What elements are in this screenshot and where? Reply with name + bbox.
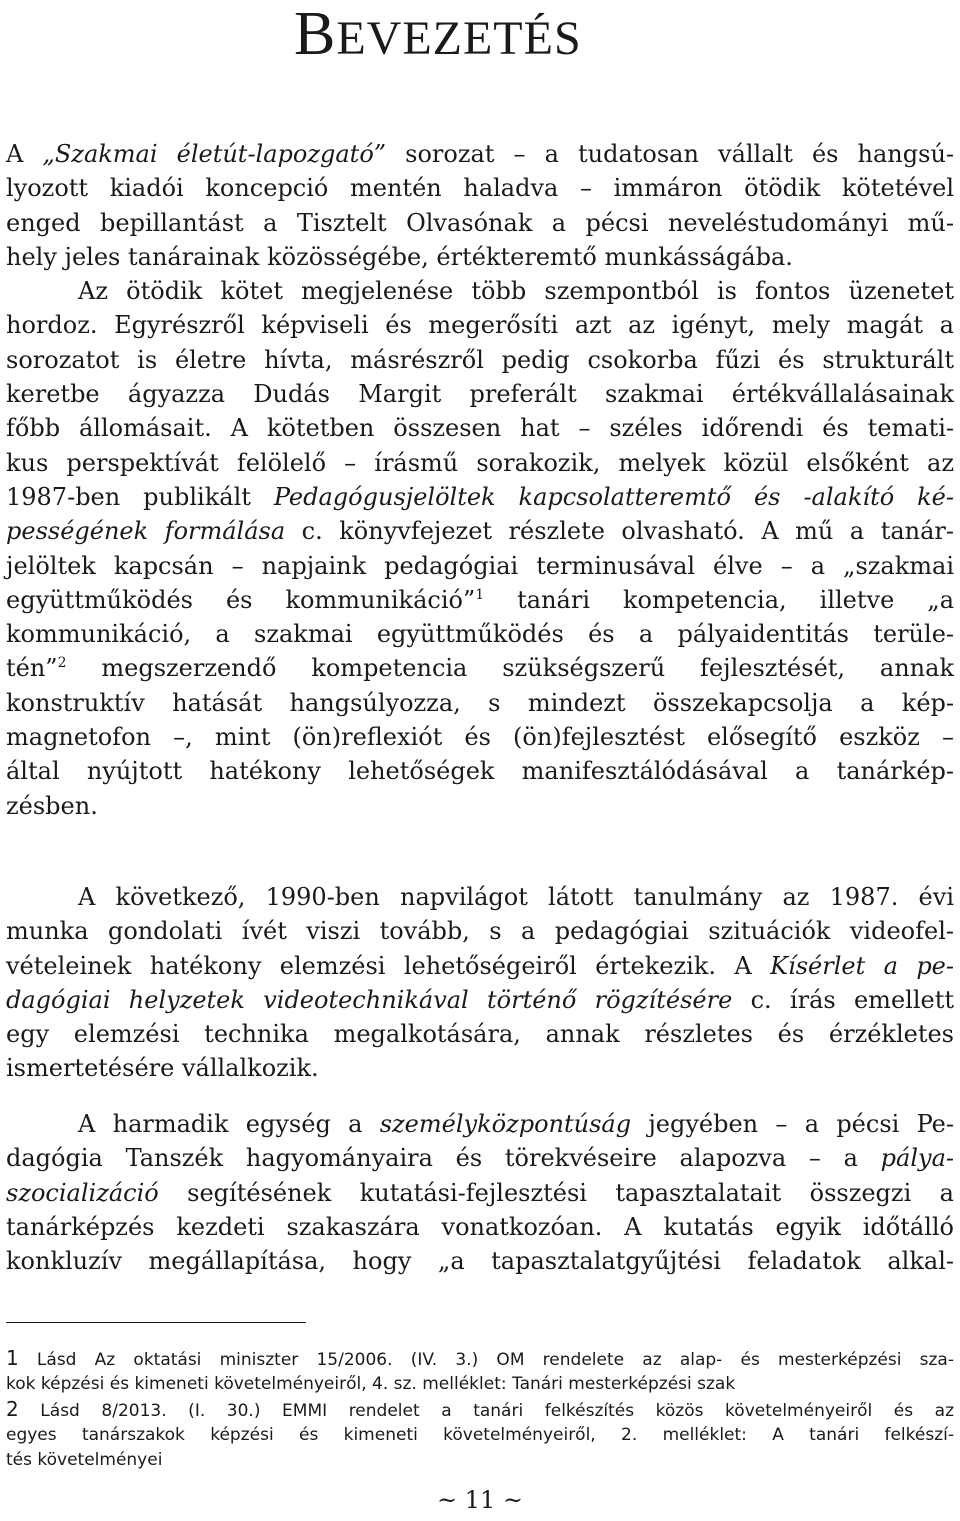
text-line: által nyújtott hatékony lehetőségek manifesztálódásával a tanárkép- [6, 757, 954, 786]
cited-title: Kísérlet a pe- [770, 951, 954, 980]
footnote-1-line-2: kok képzési és kimeneti követelményeiről, 4. sz. melléklet: Tanári mesterképzési szak [6, 1373, 736, 1394]
cited-title: Pedagógusjelöltek kapcsolatteremtő és -alakító ké- [273, 482, 954, 511]
text-line: magnetofon –, mint (ön)reflexiót és (ön)fejlesztést elősegítő eszköz – [6, 723, 954, 752]
paragraph-3 [6, 1107, 954, 1278]
footnote-ref[interactable]: 1 [475, 586, 485, 603]
text-line: hordoz. Egyrészről képviseli és megerősíti azt az igényt, mely magát a [6, 311, 954, 340]
text-line: ismertetésére vállalkozik. [6, 1054, 319, 1083]
cited-title: dagógiai helyzetek videotechnikával történő rögzítésére [6, 985, 733, 1014]
series-title: „Szakmai életút-lapozgató” [42, 140, 387, 168]
text-line: keretbe ágyazza Dudás Margit preferált szakmai értékvállalásainak [6, 380, 954, 409]
text-line: enged bepillantást a Tisztelt Olvasónak a pécsi neveléstudományi mű- [6, 208, 954, 237]
text-line: pességének formálása c. könyvfejezet részlete olvasható. A mű a tanár- [6, 517, 954, 546]
text-line: kommunikáció, a szakmai együttműködés és a pályaidentitás terüle- [6, 620, 954, 649]
text-line: konkluzív megállapítása, hogy „a tapasztalatgyűjtési feladatok alkal- [6, 1247, 954, 1276]
text-line: sorozatot is életre hívta, másrészről pedig csokorba fűzi és strukturált [6, 345, 954, 374]
text-line: jelöltek kapcsán – napjaink pedagógiai terminusával élve – a „szakmai [6, 551, 954, 580]
text-line: hely jeles tanárainak közösségébe, értékteremtő munkásságába. [6, 242, 793, 271]
text-line: szocializáció segítésének kutatási-fejlesztési tapasztalatait összegzi a [6, 1178, 954, 1207]
footnote-separator [6, 1322, 306, 1323]
text-line: együttműködés és kommunikáció”$^1$ tanári kompetencia, illetve „a [6, 585, 954, 614]
text-line: tanárképzés kezdeti szakaszára vonatkozóan. A kutatás egyik időtálló [6, 1212, 954, 1241]
text-line: tén”$^2$ megszerzendő kompetencia szükségszerű fejlesztését, annak [6, 654, 954, 683]
text-line: konstruktív hatását hangsúlyozza, s mindezt összekapcsolja a kép- [6, 688, 954, 717]
text-line: főbb állomásait. A kötetben összesen hat – széles időrendi és temati- [6, 414, 954, 443]
text-line: dagógiai helyzetek videotechnikával történő rögzítésére c. írás emellett [6, 985, 954, 1014]
footnote-2-line-2: egyes tanárszakok képzési és kimeneti követelményeiről, 2. melléklet: A tanári felkészí- [6, 1424, 954, 1445]
emphasis: személyközpontúság [379, 1110, 632, 1138]
footnote-number: 1 [6, 1346, 19, 1370]
text-line: zésben. [6, 791, 98, 820]
title-rest: EVEZETÉS [336, 12, 582, 65]
text-line: A harmadik egység a személyközpontúság jegyében – a pécsi Pe- [78, 1110, 954, 1138]
text-line: Az ötödik kötet megjelenése több szempontból is fontos üzenetet [78, 277, 954, 306]
footnote-1: 1 Lásd Az oktatási miniszter 15/2006. (IV. 3.) OM rendelete az alap- és mesterképzési sza- [6, 1346, 954, 1370]
emphasis: pálya- [880, 1144, 954, 1173]
footnote-2-line-3: tés követelményei [6, 1450, 163, 1471]
text-line: dagógia Tanszék hagyományaira és törekvéseire alapozva – a pálya- [6, 1144, 954, 1173]
paragraph-1 [6, 137, 954, 823]
text-line: kus perspektívát felölelő – írásmű sorakozik, melyek közül elsőként az [6, 448, 954, 477]
paragraph-2 [6, 880, 954, 1086]
emphasis: szocializáció [6, 1178, 159, 1207]
title-initial: B [294, 0, 337, 68]
text-line: egy elemzési technika megalkotására, annak részletes és érzékletes [6, 1020, 954, 1049]
text-line: vételeinek hatékony elemzési lehetőségeiről értekezik. A Kísérlet a pe- [6, 951, 954, 980]
footnotes [6, 1346, 954, 1474]
footnote-ref[interactable]: 2 [57, 655, 67, 672]
chapter-title [294, 0, 894, 79]
text-line: munka gondolati ívét viszi tovább, s a pedagógiai szituációk videofel- [6, 917, 954, 946]
footnote-2: 2 Lásd 8/2013. (I. 30.) EMMI rendelet a tanári felkészítés közös követelményeiről és az [6, 1397, 954, 1422]
cited-title: pességének formálása [6, 517, 286, 546]
text-line: A „Szakmai életút-lapozgató” sorozat – a tudatosan vállalt és hangsú- [6, 140, 955, 168]
text-line: A következő, 1990-ben napvilágot látott tanulmány az 1987. évi [78, 883, 954, 911]
text-line: 1987-ben publikált Pedagógusjelöltek kapcsolatteremtő és -alakító ké- [6, 482, 954, 511]
page-number: ~ 11 ~ [436, 1486, 523, 1514]
text-line: lyozott kiadói koncepció mentén haladva – immáron ötödik kötetével [6, 174, 954, 203]
footnote-number: 2 [6, 1397, 19, 1422]
